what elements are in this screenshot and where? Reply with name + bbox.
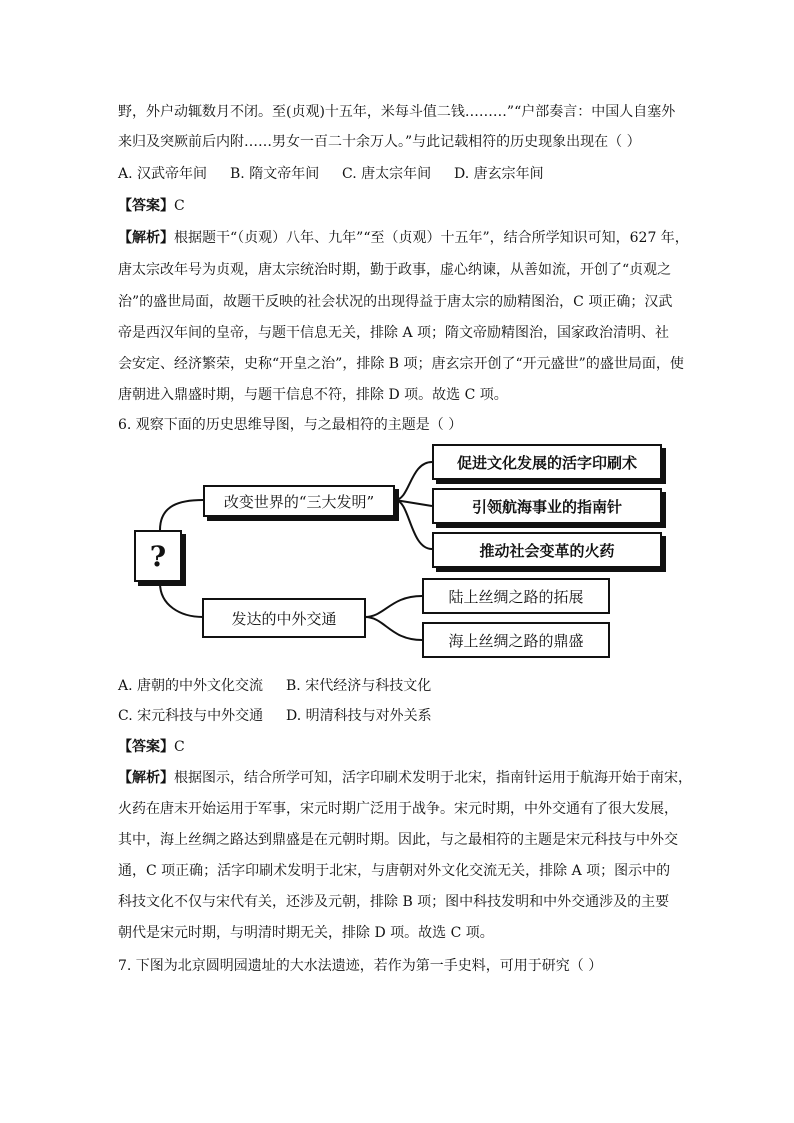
q5-option-c: C. 唐太宗年间 (342, 166, 432, 182)
q6-options-row-2 (118, 706, 432, 726)
q5-analysis-line-3: 治”的盛世局面，故题干反映的社会状况的出现得益于唐太宗的励精图治，C 项正确；汉武 (118, 294, 673, 310)
q5-stem-line-2: 来归及突厥前后内附……男女一百二十余万人。”与此记载相符的历史现象出现在（ ） (118, 134, 641, 150)
mind-map-branch-inventions: 改变世界的“三大发明” (203, 485, 395, 517)
q5-analysis-line-4: 帝是西汉年间的皇帝，与题干信息无关，排除 A 项；隋文帝励精图治，国家政治清明、社 (118, 325, 670, 341)
mind-map-item-gunpowder: 推动社会变革的火药 (432, 532, 662, 568)
q6-answer-label: 【答案】 (118, 739, 174, 755)
q6-answer (118, 737, 185, 757)
q5-option-b: B. 隋文帝年间 (230, 166, 320, 182)
q6-option-a: A. 唐朝的中外文化交流 (118, 678, 264, 694)
q7-stem: 7. 下图为北京圆明园遗址的大水法遗迹，若作为第一手史料，可用于研究（ ） (118, 958, 603, 974)
q6-analysis-line-6: 朝代是宋元时期，与明清时期无关，排除 D 项。故选 C 项。 (118, 925, 494, 941)
q5-analysis-label: 【解析】 (118, 230, 174, 246)
q6-analysis-line-1 (118, 768, 692, 788)
q5-analysis-line-5: 会安定、经济繁荣，史称“开皇之治”，排除 B 项；唐玄宗开创了“开元盛世”的盛世局面，使 (118, 356, 684, 372)
q5-option-d: D. 唐玄宗年间 (454, 166, 544, 182)
mind-map-item-compass: 引领航海事业的指南针 (432, 488, 662, 524)
mind-map-branch-transport: 发达的中外交通 (202, 598, 366, 638)
q5-answer-label: 【答案】 (118, 198, 174, 214)
q6-analysis-label: 【解析】 (118, 770, 174, 786)
q6-option-b: B. 宋代经济与科技文化 (286, 678, 432, 694)
q6-options-row-1 (118, 676, 431, 696)
q5-analysis-text: 根据题干“（贞观）八年、九年”“至（贞观）十五年”，结合所学知识可知，627 年， (174, 230, 689, 246)
q6-option-d: D. 明清科技与对外关系 (286, 708, 432, 724)
q6-analysis-text: 根据图示，结合所学可知，活字印刷术发明于北宋，指南针运用于航海开始于南宋， (174, 770, 692, 786)
q6-analysis-line-2: 火药在唐末开始运用于军事，宋元时期广泛用于战争。宋元时期，中外交通有了很大发展， (118, 801, 678, 817)
q6-analysis-line-4: 通，C 项正确；活字印刷术发明于北宋，与唐朝对外文化交流无关，排除 A 项；图示中的 (118, 863, 671, 879)
q5-answer-value: C (174, 198, 185, 214)
mind-map-item-printing: 促进文化发展的活字印刷术 (432, 444, 662, 480)
q6-analysis-line-5: 科技文化不仅与宋代有关，还涉及元朝，排除 B 项；图中科技发明和中外交通涉及的主要 (118, 894, 670, 910)
q5-option-a: A. 汉武帝年间 (118, 166, 208, 182)
q6-stem: 6. 观察下面的历史思维导图，与之最相符的主题是（ ） (118, 417, 463, 433)
q5-analysis-line-6: 唐朝进入鼎盛时期，与题干信息不符，排除 D 项。故选 C 项。 (118, 387, 508, 403)
mind-map-root-question: ? (134, 530, 182, 582)
mind-map-item-land-silk-road: 陆上丝绸之路的拓展 (422, 578, 610, 614)
q6-answer-value: C (174, 739, 185, 755)
q5-analysis-line-2: 唐太宗改年号为贞观，唐太宗统治时期，勤于政事，虚心纳谏，从善如流，开创了“贞观之 (118, 262, 672, 278)
mind-map-item-sea-silk-road: 海上丝绸之路的鼎盛 (422, 622, 610, 658)
q5-stem-line-1: 野，外户动辄数月不闭。至(贞观)十五年，米每斗值二钱………”“户部奏言：中国人自塞外 (118, 104, 676, 120)
q6-option-c: C. 宋元科技与中外交通 (118, 708, 264, 724)
q6-analysis-line-3: 其中，海上丝绸之路达到鼎盛是在元朝时期。因此，与之最相符的主题是宋元科技与中外交 (118, 832, 678, 848)
